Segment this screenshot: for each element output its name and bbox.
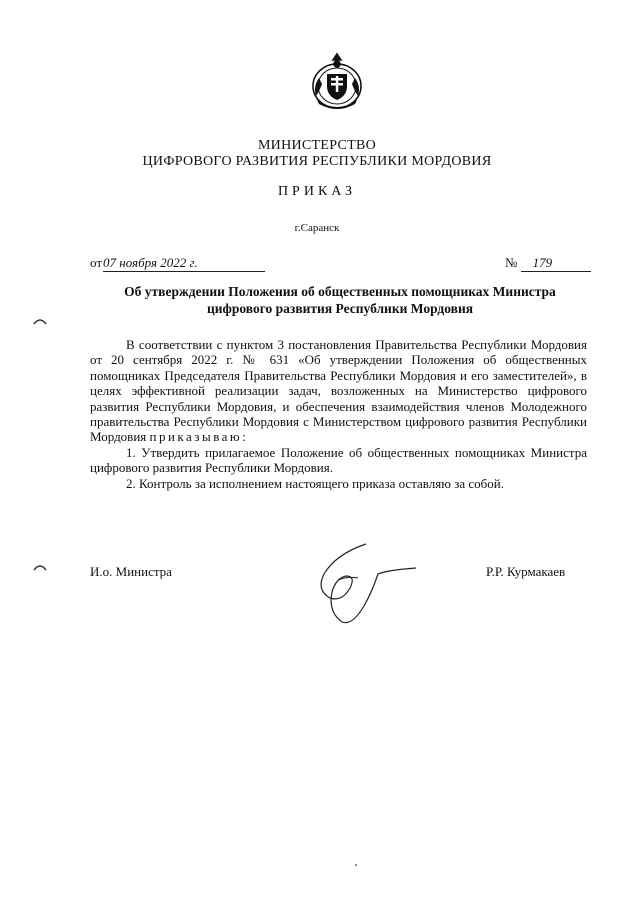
date-prefix: от [90, 255, 103, 270]
date-field [90, 255, 265, 272]
document-type: ПРИКАЗ [277, 184, 357, 199]
document-body [90, 337, 587, 491]
number-prefix: № [505, 255, 518, 270]
scan-speck [355, 864, 357, 866]
order-word: приказываю: [149, 429, 249, 445]
signer-name: Р.Р. Курмакаев [486, 564, 566, 579]
number-value: 179 [521, 255, 591, 272]
handwritten-signature [308, 540, 418, 630]
body-intro-paragraph [90, 337, 587, 445]
punch-hole-mark [33, 317, 47, 325]
body-intro: В соответствии с пунктом 3 постановления Правительства Республики Мордовия от 20 сентября 2022 г. № 631 «Об утверждении Положения об общественных помощниках Председателя Правительства Республики Мордовия и его заместителей», в целях эффективной реализации задач, возложенных на Министерство цифрового развития Республики Мордовия, и обеспечения взаимодействия членов Молодежного правительства Республики Мордовия с Министерством цифрового развития Республики Мордовия [90, 337, 587, 445]
coat-of-arms-icon [309, 50, 365, 112]
body-item-2: 2. Контроль за исполнением настоящего приказа оставляю за собой. [126, 475, 504, 491]
ministry-name-line1: МИНИСТЕРСТВО [257, 138, 377, 153]
document-heading: Об утверждении Положения об общественных помощниках Министра цифрового развития Республики Мордовия [124, 284, 556, 316]
city: г.Саранск [294, 222, 340, 234]
signer-position: И.о. Министра [90, 564, 172, 579]
number-field [505, 255, 591, 272]
punch-hole-mark [33, 563, 47, 571]
date-value: 07 ноября 2022 г. [103, 255, 265, 272]
ministry-name-line2: ЦИФРОВОГО РАЗВИТИЯ РЕСПУБЛИКИ МОРДОВИЯ [142, 154, 492, 169]
body-item-1: 1. Утвердить прилагаемое Положение об общественных помощниках Министра цифрового развития Республики Мордовия. [90, 444, 587, 476]
